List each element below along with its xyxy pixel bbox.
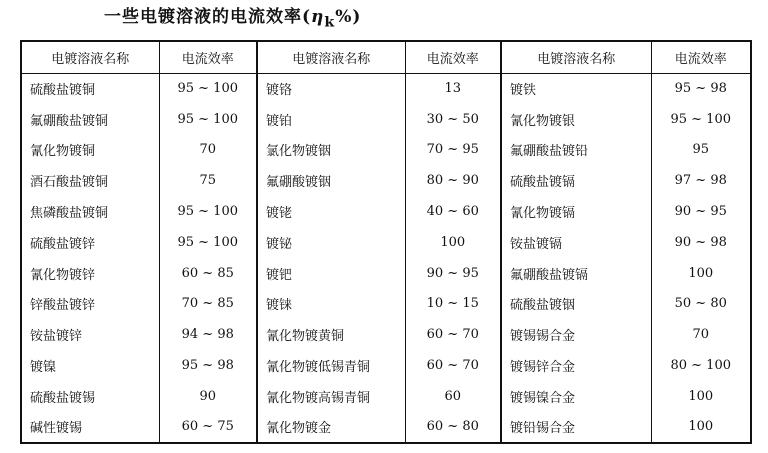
page-title bbox=[104, 4, 361, 30]
table-row bbox=[21, 350, 751, 381]
solution-name-cell: 氰化物镀银 bbox=[501, 104, 651, 135]
efficiency-cell: 95 ~ 98 bbox=[651, 73, 751, 104]
table-row bbox=[21, 319, 751, 350]
efficiency-cell: 50 ~ 80 bbox=[651, 289, 751, 320]
header-efficiency: 电流效率 bbox=[405, 41, 501, 73]
solution-name-cell: 镀铅锡合金 bbox=[501, 412, 651, 443]
solution-name-cell: 酒石酸盐镀铜 bbox=[21, 165, 159, 196]
solution-name-cell: 铵盐镀镉 bbox=[501, 227, 651, 258]
efficiency-cell: 90 ~ 98 bbox=[651, 227, 751, 258]
efficiency-cell: 100 bbox=[651, 381, 751, 412]
solution-name-cell: 镀铁 bbox=[501, 73, 651, 104]
efficiency-cell: 60 ~ 85 bbox=[159, 258, 257, 289]
solution-name-cell: 镀铑 bbox=[257, 196, 405, 227]
solution-name-cell: 硫酸盐镀铜 bbox=[21, 73, 159, 104]
efficiency-cell: 13 bbox=[405, 73, 501, 104]
header-solution-name: 电镀溶液名称 bbox=[21, 41, 159, 73]
solution-name-cell: 氟硼酸镀铟 bbox=[257, 165, 405, 196]
solution-name-cell: 镀铼 bbox=[257, 289, 405, 320]
solution-name-cell: 氟硼酸盐镀铜 bbox=[21, 104, 159, 135]
efficiency-cell: 80 ~ 90 bbox=[405, 165, 501, 196]
solution-name-cell: 氰化物镀高锡青铜 bbox=[257, 381, 405, 412]
solution-name-cell: 铵盐镀锌 bbox=[21, 319, 159, 350]
title-subscript: k bbox=[324, 14, 336, 31]
solution-name-cell: 镀锡锌合金 bbox=[501, 350, 651, 381]
table-row bbox=[21, 104, 751, 135]
efficiency-cell: 70 ~ 95 bbox=[405, 135, 501, 166]
solution-name-cell: 镀钯 bbox=[257, 258, 405, 289]
efficiency-cell: 95 ~ 100 bbox=[159, 196, 257, 227]
efficiency-cell: 70 bbox=[651, 319, 751, 350]
efficiency-cell: 10 ~ 15 bbox=[405, 289, 501, 320]
efficiency-table bbox=[20, 40, 752, 444]
header-row bbox=[21, 41, 751, 73]
table-row bbox=[21, 381, 751, 412]
solution-name-cell: 氯化物镀铟 bbox=[257, 135, 405, 166]
solution-name-cell: 焦磷酸盐镀铜 bbox=[21, 196, 159, 227]
solution-name-cell: 碱性镀锡 bbox=[21, 412, 159, 443]
efficiency-cell: 60 ~ 70 bbox=[405, 319, 501, 350]
efficiency-cell: 70 ~ 85 bbox=[159, 289, 257, 320]
solution-name-cell: 氰化物镀低锡青铜 bbox=[257, 350, 405, 381]
efficiency-cell: 90 ~ 95 bbox=[651, 196, 751, 227]
efficiency-cell: 90 ~ 95 bbox=[405, 258, 501, 289]
title-formula: η bbox=[311, 7, 325, 27]
solution-name-cell: 镀铂 bbox=[257, 104, 405, 135]
efficiency-cell: 95 ~ 100 bbox=[159, 104, 257, 135]
efficiency-cell: 94 ~ 98 bbox=[159, 319, 257, 350]
efficiency-cell: 95 bbox=[651, 135, 751, 166]
title-text: 一些电镀溶液的电流效率( bbox=[104, 7, 312, 27]
solution-name-cell: 硫酸盐镀铟 bbox=[501, 289, 651, 320]
solution-name-cell: 氟硼酸盐镀铅 bbox=[501, 135, 651, 166]
solution-name-cell: 镀铋 bbox=[257, 227, 405, 258]
efficiency-cell: 95 ~ 100 bbox=[159, 227, 257, 258]
efficiency-cell: 95 ~ 98 bbox=[159, 350, 257, 381]
efficiency-cell: 75 bbox=[159, 165, 257, 196]
table-row bbox=[21, 196, 751, 227]
efficiency-cell: 90 bbox=[159, 381, 257, 412]
efficiency-cell: 95 ~ 100 bbox=[651, 104, 751, 135]
header-efficiency: 电流效率 bbox=[651, 41, 751, 73]
efficiency-cell: 97 ~ 98 bbox=[651, 165, 751, 196]
table-row bbox=[21, 412, 751, 443]
efficiency-cell: 70 bbox=[159, 135, 257, 166]
solution-name-cell: 镀铬 bbox=[257, 73, 405, 104]
efficiency-cell: 100 bbox=[651, 258, 751, 289]
header-solution-name: 电镀溶液名称 bbox=[257, 41, 405, 73]
efficiency-cell: 60 bbox=[405, 381, 501, 412]
solution-name-cell: 锌酸盐镀锌 bbox=[21, 289, 159, 320]
solution-name-cell: 硫酸盐镀锡 bbox=[21, 381, 159, 412]
solution-name-cell: 氟硼酸盐镀镉 bbox=[501, 258, 651, 289]
solution-name-cell: 氰化物镀铜 bbox=[21, 135, 159, 166]
table-row bbox=[21, 258, 751, 289]
solution-name-cell: 镀镍 bbox=[21, 350, 159, 381]
efficiency-cell: 95 ~ 100 bbox=[159, 73, 257, 104]
solution-name-cell: 硫酸盐镀镉 bbox=[501, 165, 651, 196]
efficiency-cell: 60 ~ 70 bbox=[405, 350, 501, 381]
solution-name-cell: 氰化物镀锌 bbox=[21, 258, 159, 289]
efficiency-cell: 60 ~ 75 bbox=[159, 412, 257, 443]
efficiency-cell: 80 ~ 100 bbox=[651, 350, 751, 381]
table-row bbox=[21, 227, 751, 258]
efficiency-cell: 100 bbox=[651, 412, 751, 443]
efficiency-cell: 30 ~ 50 bbox=[405, 104, 501, 135]
table-row bbox=[21, 135, 751, 166]
efficiency-cell: 40 ~ 60 bbox=[405, 196, 501, 227]
efficiency-cell: 60 ~ 80 bbox=[405, 412, 501, 443]
solution-name-cell: 硫酸盐镀锌 bbox=[21, 227, 159, 258]
solution-name-cell: 镀锡锡合金 bbox=[501, 319, 651, 350]
efficiency-cell: 100 bbox=[405, 227, 501, 258]
table-row bbox=[21, 289, 751, 320]
solution-name-cell: 氰化物镀金 bbox=[257, 412, 405, 443]
solution-name-cell: 氰化物镀镉 bbox=[501, 196, 651, 227]
table-row bbox=[21, 165, 751, 196]
solution-name-cell: 氰化物镀黄铜 bbox=[257, 319, 405, 350]
solution-name-cell: 镀锡镍合金 bbox=[501, 381, 651, 412]
header-solution-name: 电镀溶液名称 bbox=[501, 41, 651, 73]
header-efficiency: 电流效率 bbox=[159, 41, 257, 73]
table-row bbox=[21, 73, 751, 104]
title-suffix: %) bbox=[335, 7, 362, 27]
